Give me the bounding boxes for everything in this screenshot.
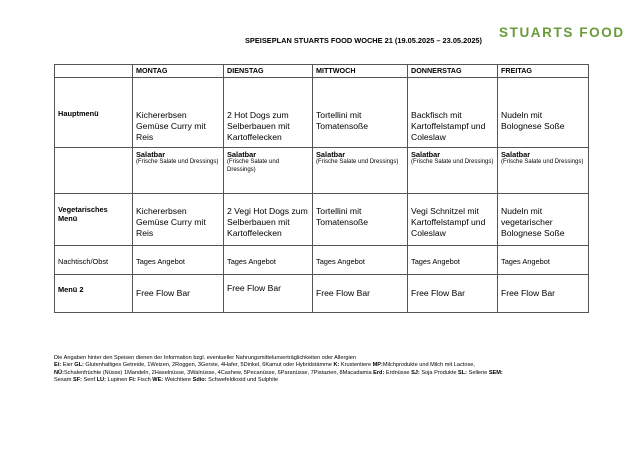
allergen-desc: Lupinen <box>105 377 129 384</box>
day-header: MITTWOCH <box>313 65 408 78</box>
allergen-desc: Soja Produkte <box>419 369 459 376</box>
vegetarisch-row <box>55 194 589 246</box>
corner-cell <box>55 65 133 78</box>
row-label: Nachtisch/Obst <box>55 246 133 275</box>
allergen-desc: Sesam <box>54 377 73 384</box>
allergen-desc: Schwefeldioxid und Sulphite <box>206 377 279 384</box>
allergen-desc: Erdnüsse <box>384 369 412 376</box>
dish: Backfisch mit Kartoffelstampf und Coleslaw <box>411 110 486 142</box>
allergen-desc: Glutenhaltiges Getreide, 1Weizen, 2Roggen, 3Gerste, 4Hafer, 5Dinkel, 6Kamut oder Hybridstämme <box>83 362 334 369</box>
notes-intro: Die Angaben hinter den Speisen dienen der Information bzgl. eventueller Nahrungsmittelunverträglichkeiten oder Allergien <box>54 355 356 361</box>
allergen-key: WE: <box>152 377 164 384</box>
dish: Free Flow Bar <box>136 288 190 298</box>
allergen-key: K: <box>333 362 340 369</box>
dessert: Tages Angebot <box>411 257 460 266</box>
brand-logo: STUARTS FOOD <box>499 25 625 40</box>
dish: Kichererbsen Gemüse Curry mit Reis <box>136 206 206 238</box>
dish: Nudeln mit vegetarischer Bolognese Soße <box>501 206 565 238</box>
hauptmenue-row <box>55 78 589 148</box>
dish: Free Flow Bar <box>316 288 370 298</box>
row-label: Vegetarisches Menü <box>55 194 133 246</box>
salatbar-sub: (Frische Salate und Dressings) <box>316 159 399 165</box>
dish: Free Flow Bar <box>227 283 281 293</box>
dessert: Tages Angebot <box>501 257 550 266</box>
day-header: FREITAG <box>498 65 589 78</box>
allergen-desc: Fisch <box>135 377 153 384</box>
salatbar-title: Salatbar <box>136 150 166 159</box>
allergen-key: SEM: <box>488 369 503 376</box>
salatbar-sub: (Frische Salate und Dressings) <box>136 159 219 165</box>
allergen-desc: Schalenfrüchte (Nüsse) 1Mandeln, 2Haselnüsse, 3Walnüsse, 4Cashew, 5Pecanüsse, 6Paranüsse, 7Pistazien, 8Macadamia <box>63 369 374 376</box>
day-header: DONNERSTAG <box>408 65 498 78</box>
dish: Free Flow Bar <box>501 288 555 298</box>
dish: Tortellini mit Tomatensoße <box>316 110 369 131</box>
salatbar-sub: (Frische Salate und Dressings) <box>501 159 584 165</box>
allergen-key: Erd: <box>373 369 385 376</box>
allergen-notes <box>54 355 594 385</box>
allergen-desc: Krustentiere <box>339 362 373 369</box>
day-header: MONTAG <box>133 65 224 78</box>
dish: Free Flow Bar <box>411 288 465 298</box>
menu-table <box>54 64 589 313</box>
notes-line <box>54 362 594 369</box>
allergen-desc: Milchprodukte und Milch mit Lactose, <box>382 362 475 369</box>
allergen-desc: Weichtiere <box>163 377 193 384</box>
day-header-row <box>55 65 589 78</box>
allergen-key: Fi: <box>128 377 136 384</box>
salatbar-title: Salatbar <box>411 150 441 159</box>
dish: 2 Vegi Hot Dogs zum Selberbauen mit Kartoffelecken <box>227 206 308 238</box>
allergen-key: NÜ: <box>54 369 64 376</box>
page-title: SPEISEPLAN STUARTS FOOD WOCHE 21 (19.05.2025 – 23.05.2025) <box>245 36 483 45</box>
row-label: Menü 2 <box>55 275 133 313</box>
salatbar-sub: (Frische Salate und Dressings) <box>411 159 494 165</box>
allergen-key: GL: <box>74 362 84 369</box>
notes-line <box>54 377 594 384</box>
allergen-key: MP: <box>372 362 383 369</box>
dish: Tortellini mit Tomatensoße <box>316 206 369 227</box>
nachtisch-row <box>55 246 589 275</box>
allergen-key: Ei: <box>54 362 62 369</box>
salatbar-title: Salatbar <box>227 150 257 159</box>
allergen-key: SJ: <box>411 369 420 376</box>
salatbar-sub: (Frische Salate und Dressings) <box>227 159 280 173</box>
dessert: Tages Angebot <box>227 257 276 266</box>
allergen-key: SL: <box>458 369 468 376</box>
row-label-empty <box>55 148 133 194</box>
allergen-key: LU: <box>96 377 106 384</box>
dish: Kichererbsen Gemüse Curry mit Reis <box>136 110 206 142</box>
salatbar-row <box>55 148 589 194</box>
salatbar-title: Salatbar <box>501 150 531 159</box>
menue2-row <box>55 275 589 313</box>
dessert: Tages Angebot <box>136 257 185 266</box>
allergen-desc: Sellerie <box>467 369 489 376</box>
salatbar-title: Salatbar <box>316 150 346 159</box>
day-header: DIENSTAG <box>224 65 313 78</box>
allergen-key: Sdio: <box>192 377 207 384</box>
allergen-desc: Eier <box>61 362 75 369</box>
dish: Nudeln mit Bolognese Soße <box>501 110 565 131</box>
allergen-desc: Senf <box>81 377 97 384</box>
dessert: Tages Angebot <box>316 257 365 266</box>
notes-line <box>54 370 594 377</box>
row-label: Hauptmenü <box>55 78 133 148</box>
dish: Vegi Schnitzel mit Kartoffelstampf und Coleslaw <box>411 206 486 238</box>
allergen-key: SF: <box>72 377 82 384</box>
dish: 2 Hot Dogs zum Selberbauen mit Kartoffelecken <box>227 110 290 142</box>
